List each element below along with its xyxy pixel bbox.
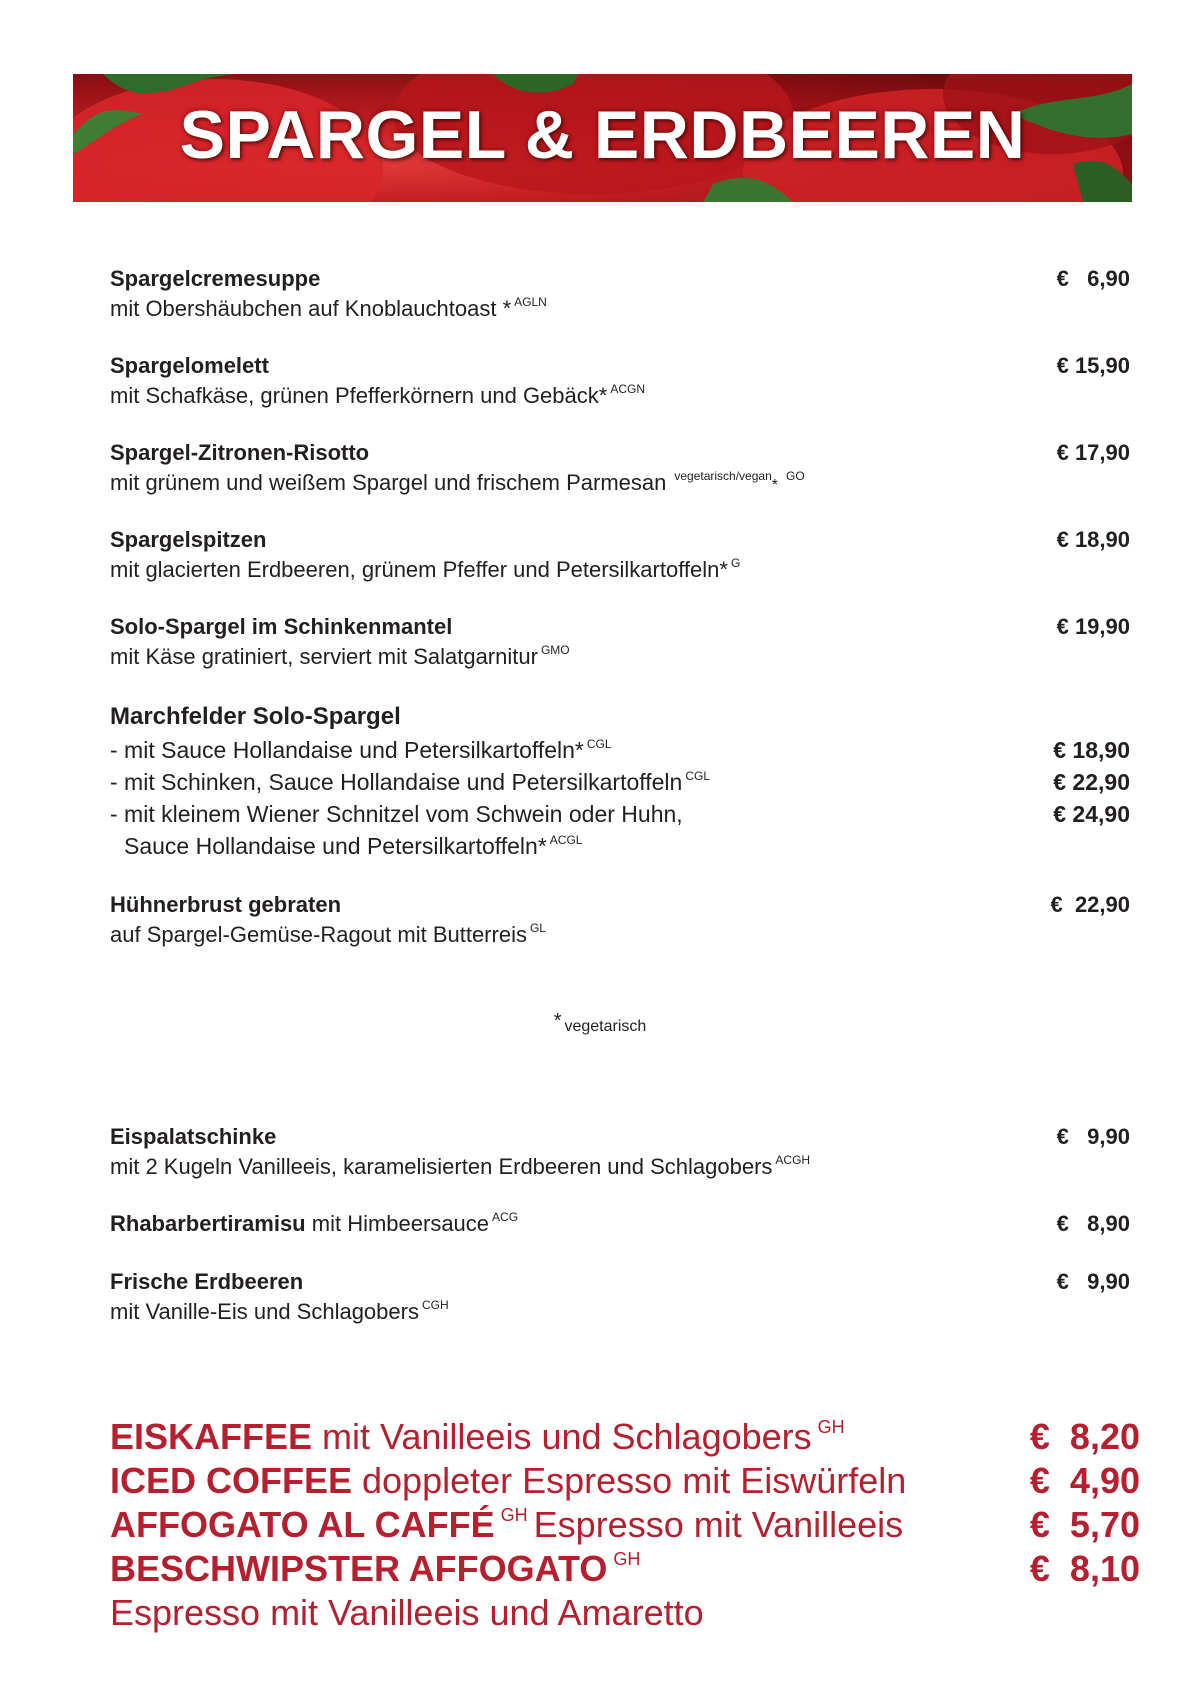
item-name: Spargelspitzen [110, 527, 267, 552]
item-description: mit Schafkäse, grünen Pfefferkörnern und Gebäck* $^{ACGN}$ [110, 382, 645, 408]
coffee-item: AFFOGATO AL CAFFÉ $^{GH}$ Espresso mit Vanilleeis € 5,70 [110, 1504, 1140, 1545]
footnote-text: vegetarisch [564, 1018, 647, 1035]
item-description: mit grünem und weißem Spargel und frischem Parmesan $^{vegetarisch/vegan}$*$^{GO}$ [110, 469, 805, 495]
item-description: auf Spargel-Gemüse-Ragout mit Butterreis $^{GL}$ [110, 921, 546, 947]
variant-row: - mit Sauce Hollandaise und Petersilkartoffeln* $^{CGL}$ € 18,90 [110, 734, 1130, 766]
item-name: Spargelomelett [110, 353, 269, 378]
item-price: € 19,90 [1056, 614, 1130, 639]
item-price: € 18,90 [1053, 737, 1130, 763]
allergen-codes: GO [786, 469, 805, 483]
item-description: mit Käse gratiniert, serviert mit Salatgarnitur $^{GMO}$ [110, 643, 570, 669]
variant-row: - mit Schinken, Sauce Hollandaise und Petersilkartoffeln $^{CGL}$ € 22,90 [110, 766, 1130, 798]
diet-note: vegetarisch/vegan [674, 469, 772, 483]
coffee-item: EISKAFFEE mit Vanilleeis und Schlagobers $^{GH}$ € 8,20 [110, 1416, 1140, 1457]
allergen-codes: GL [529, 921, 546, 935]
item-price: € 22,90 [1053, 769, 1130, 795]
vegetarian-star: * [771, 477, 778, 494]
dessert-item [110, 1209, 1130, 1239]
coffee-name: BESCHWIPSTER AFFOGATO [110, 1548, 608, 1589]
allergen-codes: GH [500, 1505, 528, 1525]
item-name: Spargel-Zitronen-Risotto [110, 440, 370, 465]
item-name: Rhabarbertiramisu [110, 1211, 306, 1236]
item-description: mit 2 Kugeln Vanilleeis, karamelisierten Erdbeeren und Schlagobers $^{ACGH}$ [110, 1153, 811, 1179]
item-price: € 9,90 [1056, 1269, 1130, 1294]
allergen-codes: ACGH [775, 1153, 811, 1167]
coffee-price: € 4,90 [1029, 1460, 1140, 1501]
coffee-name: ICED COFFEE [110, 1460, 353, 1501]
page-title: SPARGEL & ERDBEEREN [179, 97, 1026, 173]
dessert-item [110, 1267, 1130, 1327]
menu-item [110, 612, 1130, 672]
coffee-item [110, 1547, 1140, 1591]
menu-item [110, 264, 1130, 324]
item-price: € 15,90 [1056, 353, 1130, 378]
allergen-codes: CGL [685, 769, 711, 783]
allergen-codes: ACGN [610, 382, 645, 396]
coffee-item: ICED COFFEE doppleter Espresso mit Eiswürfeln € 4,90 [110, 1460, 1140, 1501]
coffee-price: € 8,10 [1029, 1548, 1140, 1589]
item-description: mit glacierten Erdbeeren, grünem Pfeffer und Petersilkartoffeln* $^G$ [110, 556, 741, 582]
item-price: € 6,90 [1056, 266, 1130, 291]
item-description: mit Vanille-Eis und Schlagobers $^{CGH}$ [110, 1298, 449, 1324]
item-name: Eispalatschinke [110, 1124, 277, 1149]
coffee-price: € 5,70 [1029, 1504, 1140, 1545]
allergen-codes: G [730, 556, 741, 570]
item-price: € 22,90 [1050, 892, 1130, 917]
footnote-star: * [553, 1010, 562, 1032]
coffee-section [110, 1415, 1140, 1635]
variant-row: - mit kleinem Wiener Schnitzel vom Schwein oder Huhn, € 24,90 [110, 798, 1130, 830]
item-name: Hühnerbrust gebraten [110, 892, 342, 917]
allergen-codes: GH [817, 1417, 845, 1437]
item-price: € 8,90 [1056, 1211, 1130, 1236]
dessert-item [110, 1122, 1130, 1182]
menu-item [110, 890, 1130, 950]
item-description: Rhabarbertiramisu mit Himbeersauce $^{ACG}$ [110, 1210, 519, 1236]
coffee-name: AFFOGATO AL CAFFÉ [110, 1504, 495, 1545]
item-name: Frische Erdbeeren [110, 1269, 304, 1294]
item-price: € 18,90 [1056, 527, 1130, 552]
item-price: € 24,90 [1053, 801, 1130, 827]
allergen-codes: CGL [586, 737, 612, 751]
allergen-codes: ACG [492, 1210, 519, 1224]
allergen-codes: CGH [421, 1298, 449, 1312]
vegetarian-footnote [0, 1010, 1200, 1036]
allergen-codes: AGLN [514, 295, 547, 309]
menu-item-multi [110, 700, 1130, 862]
item-price: € 17,90 [1056, 440, 1130, 465]
allergen-codes: ACGL [549, 833, 583, 847]
coffee-item-description: Espresso mit Vanilleeis und Amaretto [110, 1592, 704, 1633]
variant-row: Sauce Hollandaise und Petersilkartoffeln* $^{ACGL}$ [124, 833, 583, 859]
coffee-price: € 8,20 [1029, 1416, 1140, 1457]
header-banner [73, 74, 1132, 202]
item-description: mit Obershäubchen auf Knoblauchtoast * $^{AGLN}$ [110, 295, 547, 321]
coffee-name: EISKAFFEE [110, 1416, 313, 1457]
allergen-codes: GH [613, 1549, 641, 1569]
allergen-codes: GMO [540, 643, 570, 657]
item-price: € 9,90 [1056, 1124, 1130, 1149]
item-name: Solo-Spargel im Schinkenmantel [110, 614, 453, 639]
menu-item [110, 438, 1130, 501]
item-name: Spargelcremesuppe [110, 266, 321, 291]
item-name: Marchfelder Solo-Spargel [110, 703, 401, 730]
menu-item [110, 351, 1130, 411]
menu-item [110, 525, 1130, 585]
